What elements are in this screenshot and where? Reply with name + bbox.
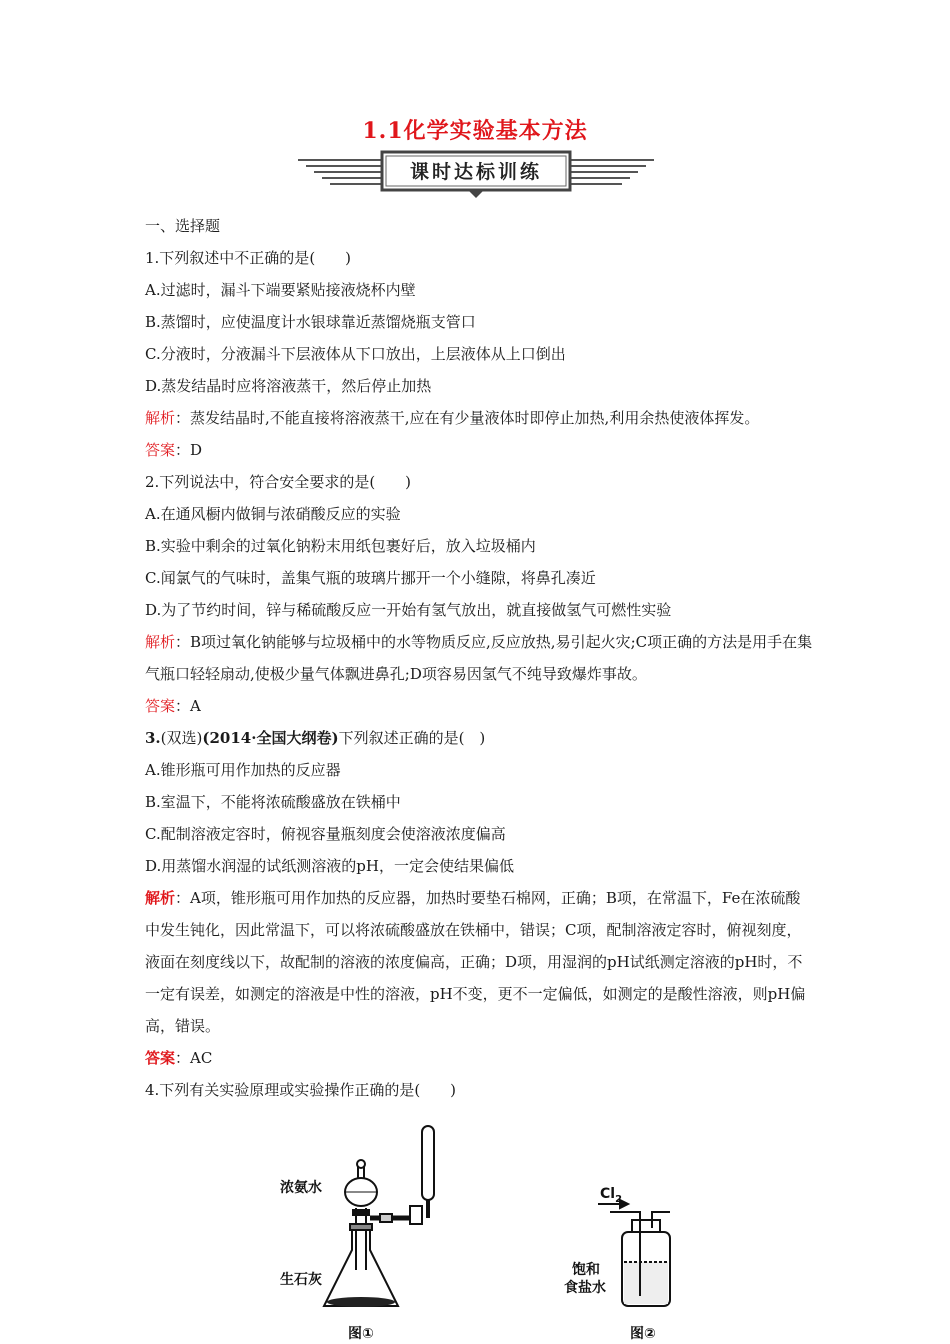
banner-text: 课时达标训练 [409,161,543,183]
option-a: A.锥形瓶可用作加热的反应器 [145,761,341,779]
option-c: C.闻氯气的气味时，盖集气瓶的玻璃片挪开一个小缝隙，将鼻孔凑近 [145,569,596,587]
question-1 [145,242,813,466]
option-a: A.在通风橱内做铜与浓硝酸反应的实验 [145,505,401,523]
analysis [145,402,813,434]
option-d: D.用蒸馏水润湿的试纸测溶液的pH，一定会使结果偏低 [145,857,514,875]
option-b: B.蒸馏时，应使温度计水银球靠近蒸馏烧瓶支管口 [145,313,476,331]
apparatus-figures [270,1120,690,1344]
answer-label: 答案 [145,697,176,715]
question-stem: 2.下列说法中，符合安全要求的是( ) [145,473,412,491]
option-a: A.过滤时，漏斗下端要紧贴接液烧杯内壁 [145,281,416,299]
label-quicklime: 生石灰 [280,1272,322,1288]
question-stem: 4.下列有关实验原理或实验操作正确的是( ) [145,1081,457,1099]
analysis [145,626,813,690]
analysis-text: ：B项过氧化钠能够与垃圾桶中的水等物质反应,反应放热,易引起火灾;C项正确的方法是用手在集气瓶口轻轻扇动,使极少量气体飘进鼻孔;D项容易因氢气不纯导致爆炸事故。 [145,633,813,683]
option-c: C.配制溶液定容时，俯视容量瓶刻度会使溶液浓度偏高 [145,825,506,843]
figure-1-ammonia-generator [280,1126,434,1342]
question-tag: (双选) [160,729,203,747]
label-saturated: 饱和 [572,1262,600,1278]
answer-label: 答案 [145,1049,176,1067]
analysis-label: 解析 [145,889,176,907]
caption-fig2: 图② [630,1326,656,1342]
u-tube-dryer [422,1126,434,1200]
option-b: B.室温下，不能将浓硫酸盛放在铁桶中 [145,793,401,811]
question-source: (2014·全国大纲卷) [202,729,339,747]
caption-fig1: 图① [348,1326,374,1342]
question-stem [145,722,813,754]
section-banner [298,150,654,200]
option-d: D.蒸发结晶时应将溶液蒸干，然后停止加热 [145,377,432,395]
label-ammonia-water: 浓氨水 [280,1180,322,1196]
question-2 [145,466,813,722]
page-title: 1.1化学实验基本方法 [362,118,588,144]
question-3 [145,722,813,1074]
analysis-text: ：A项，锥形瓶可用作加热的反应器，加热时要垫石棉网，正确；B项，在常温下，Fe在浓硫酸中发生钝化，因此常温下，可以将浓硫酸盛放在铁桶中，错误；C项，配制溶液定容时，俯视刻度，液面在刻度线以下，故配制的溶液的浓度偏高，正确；D项，用湿润的pH试纸测定溶液的pH时，不一定有误差，如测定的溶液是中性的溶液，pH不变，更不一定偏低，如测定的是酸性溶液，则pH偏高，错误。 [145,889,806,1035]
banner-left-decoration [298,160,382,184]
analysis-label: 解析 [145,409,176,427]
conical-flask [324,1228,398,1306]
answer-label: 答案 [145,441,176,459]
option-b: B.实验中剩余的过氧化钠粉末用纸包裹好后，放入垃圾桶内 [145,537,536,555]
stopcock [353,1210,369,1215]
banner-pointer [468,190,484,198]
analysis [145,882,813,1042]
answer-text: ：D [175,441,203,459]
answer-text: ：AC [175,1049,213,1067]
label-saline: 食盐水 [564,1280,606,1296]
analysis-label: 解析 [145,633,176,651]
analysis-text: ：蒸发结晶时,不能直接将溶液蒸干,应在有少量液体时即停止加热,利用余热使液体挥发。 [175,409,760,427]
answer [145,1042,813,1074]
option-d: D.为了节约时间，锌与稀硫酸反应一开始有氢气放出，就直接做氢气可燃性实验 [145,601,672,619]
answer [145,690,813,722]
question-list [145,210,813,1106]
question-4 [145,1074,813,1106]
answer [145,434,813,466]
banner-right-decoration [570,160,654,184]
answer-text: ：A [175,697,201,715]
section-heading: 一、选择题 [145,217,221,235]
question-number: 3. [145,729,161,747]
label-chlorine: $Cl_2$ [600,1186,623,1205]
option-c: C.分液时，分液漏斗下层液体从下口放出，上层液体从上口倒出 [145,345,566,363]
question-text: 下列叙述正确的是( ) [338,729,486,747]
saline-solution [624,1262,668,1304]
figure-2-gas-washing-bottle [564,1186,670,1342]
quicklime-solid [327,1297,395,1307]
question-stem: 1.下列叙述中不正确的是( ) [145,249,352,267]
